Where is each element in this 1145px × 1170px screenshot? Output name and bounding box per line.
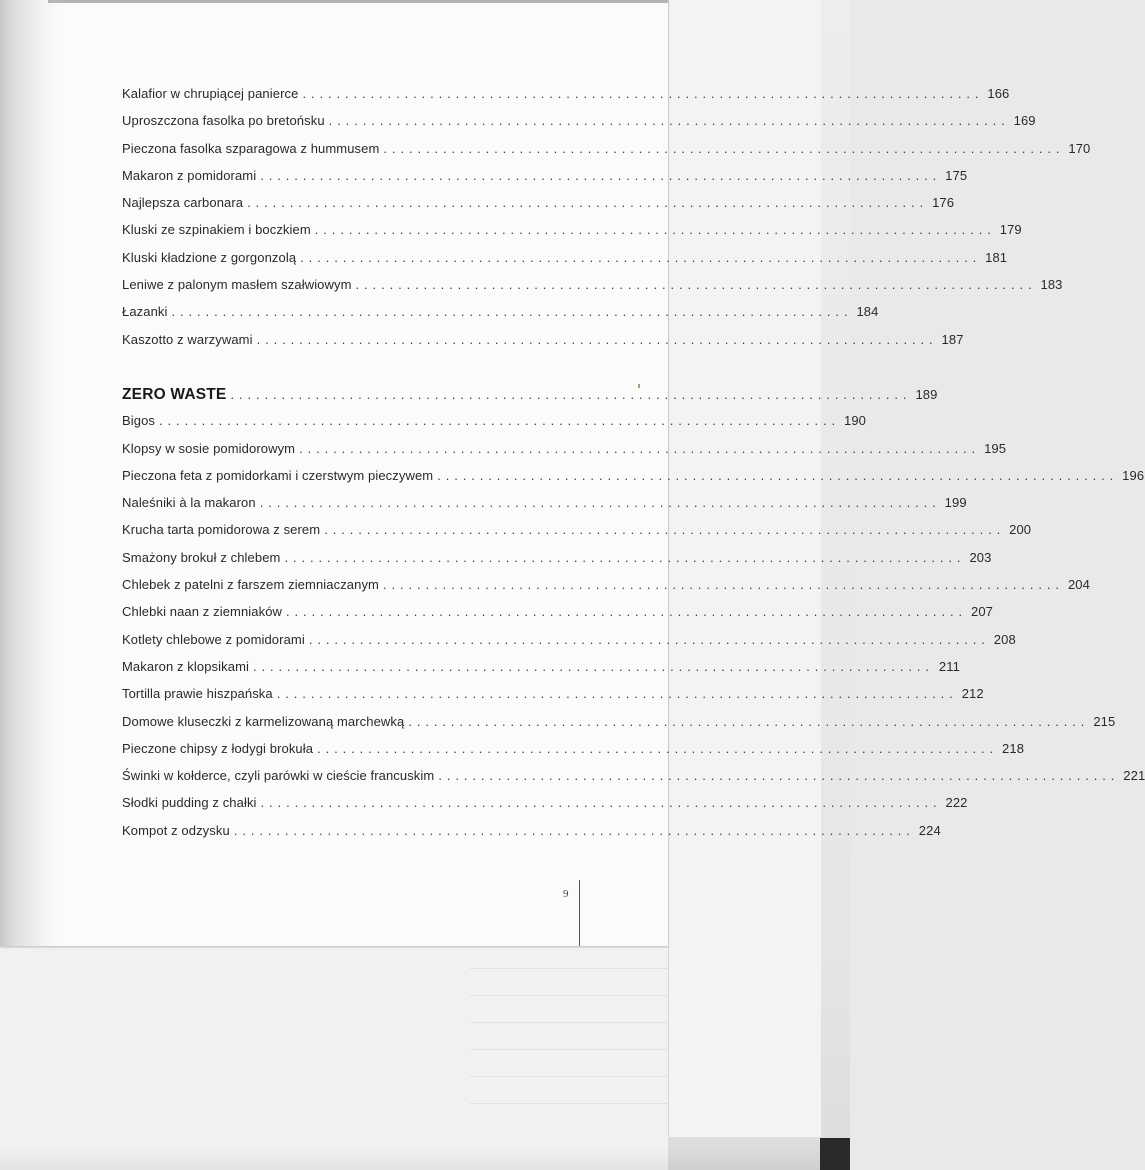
entry-title: Kompot z odzysku [122,822,230,838]
entry-title: Kluski ze szpinakiem i boczkiem [122,222,311,238]
entry-page-number: 183 [1040,277,1063,293]
entry-title: Krucha tarta pomidorowa z serem [122,522,321,538]
toc-entry [122,631,1016,659]
entry-title: Pieczona feta z pomidorkami i czerstwym pieczywem [122,467,434,483]
entry-title: Chlebki naan z ziemniaków [122,604,283,620]
table-of-contents [122,86,1145,850]
section-page-number: 189 [915,386,938,402]
entry-title: Naleśniki à la makaron [122,495,256,511]
dot-leader: ................................................................................ [233,822,915,838]
section-title: ZERO WASTE [122,385,227,403]
entry-page-number: 215 [1093,713,1116,729]
dot-leader: ................................................................................ [276,686,958,702]
dot-leader: ................................................................................ [408,713,1090,729]
entry-title: Chlebek z patelni z farszem ziemniaczanym [122,577,379,593]
dot-leader: ................................................................................ [260,167,942,183]
entry-title: Łazanki [122,304,168,320]
entry-page-number: 187 [941,331,964,347]
entry-page-number: 176 [932,195,955,211]
page-top-edge [48,0,668,3]
entry-page-number: 181 [985,249,1008,265]
dot-leader: ................................................................................ [300,249,982,265]
entry-page-number: 170 [1068,140,1091,156]
entry-page-number: 203 [969,549,992,565]
dot-leader: ................................................................................ [308,631,990,647]
toc-entry [122,604,993,631]
dot-leader: ................................................................................ [171,304,853,320]
toc-entry [122,822,941,850]
dot-leader: ................................................................................ [317,740,999,756]
entry-title: Smażony brokuł z chlebem [122,549,281,565]
toc-entry [122,577,1090,604]
dot-leader: ................................................................................ [302,86,984,101]
toc-entry [122,113,1036,140]
entry-page-number: 184 [856,304,879,320]
entry-page-number: 199 [944,495,967,511]
entry-title: Domowe kluseczki z karmelizowaną marchewką [122,713,405,729]
toc-entry [122,86,1010,113]
toc-entry [122,768,1145,795]
entry-page-number: 212 [961,686,984,702]
entry-page-number: 169 [1013,113,1036,129]
dot-leader: ................................................................................ [286,604,967,620]
section-gap [122,359,577,386]
dot-leader: ................................................................................ [314,222,996,238]
entry-title: Pieczona fasolka szparagowa z hummusem [122,140,380,156]
toc-entry [122,249,1008,277]
dot-leader: ................................................................................ [230,386,912,402]
toc-entry [122,549,992,577]
entry-page-number: 224 [918,822,941,838]
entry-title: Najlepsza carbonara [122,195,244,211]
entry-page-number: 208 [993,631,1016,647]
toc-entry [122,331,964,359]
binding-shadow [0,0,60,946]
dot-leader: ................................................................................ [260,795,942,811]
entry-page-number: 207 [970,604,993,620]
dot-leader: ................................................................................ [383,140,1065,156]
entry-page-number: 195 [984,440,1007,456]
entry-page-number: 175 [945,167,968,183]
toc-entry [122,495,967,522]
dot-leader: ................................................................................ [284,549,966,565]
entry-title: Tortilla prawie hiszpańska [122,686,273,702]
dot-leader: ................................................................................ [382,577,1064,593]
toc-entry [122,167,968,195]
toc-entry [122,440,1007,468]
toc-entry [122,195,955,222]
entry-title: Makaron z pomidorami [122,167,257,183]
toc-entry [122,413,866,440]
toc-entry [122,277,1063,304]
scan-bottom-strip [0,1146,850,1170]
toc-entries-top [122,86,1091,359]
entry-title: Leniwe z palonym masłem szałwiowym [122,277,352,293]
entry-title: Słodki pudding z chałki [122,795,257,811]
toc-entry [122,304,879,331]
entry-title: Makaron z klopsikami [122,658,249,674]
entry-page-number: 211 [938,658,960,674]
dot-leader: ................................................................................ [247,195,929,211]
toc-entry [122,658,960,686]
entry-title: Pieczone chipsy z łodygi brokuła [122,740,314,756]
entry-page-number: 222 [945,795,968,811]
entry-page-number: 166 [987,86,1010,101]
toc-entry [122,686,984,713]
entry-title: Kalafior w chrupiącej panierce [122,86,299,101]
toc-section-heading [122,385,938,413]
dot-leader: ................................................................................ [256,331,938,347]
entry-page-number: 190 [843,413,866,429]
toc-entries-section [122,413,1145,850]
entry-title: Kaszotto z warzywami [122,331,253,347]
toc-entry [122,740,1025,768]
entry-page-number: 179 [999,222,1022,238]
entry-title: Klopsy w sosie pomidorowym [122,440,296,456]
toc-entry [122,713,1116,741]
scan-corner [820,1138,850,1170]
entry-title: Kotlety chlebowe z pomidorami [122,631,305,647]
toc-entry [122,522,1032,549]
page-number: 9 [563,888,569,900]
toc-entry [122,795,968,822]
entry-page-number: 200 [1009,522,1032,538]
entry-title: Kluski kładzione z gorgonzolą [122,249,297,265]
dot-leader: ................................................................................ [299,440,981,456]
entry-title: Świnki w kołderce, czyli parówki w cieście francuskim [122,768,435,784]
toc-entry [122,222,1022,249]
folio-rule [579,880,580,946]
entry-page-number: 221 [1123,768,1145,784]
entry-page-number: 204 [1067,577,1090,593]
dot-leader: ................................................................................ [437,467,1119,483]
toc-entry [122,140,1091,168]
dot-leader: ................................................................................ [355,277,1037,293]
entry-page-number: 218 [1002,740,1025,756]
dot-leader: ................................................................................ [259,495,941,511]
show-through-lines [470,960,670,1130]
entry-title: Uproszczona fasolka po bretońsku [122,113,325,129]
dot-leader: ................................................................................ [438,768,1120,784]
dot-leader: ................................................................................ [253,658,934,674]
dot-leader: ................................................................................ [328,113,1010,129]
dot-leader: ................................................................................ [324,522,1006,538]
entry-page-number: 196 [1122,467,1145,483]
entry-title: Bigos [122,413,156,429]
toc-entry [122,467,1145,495]
dot-leader: ................................................................................ [159,413,840,429]
